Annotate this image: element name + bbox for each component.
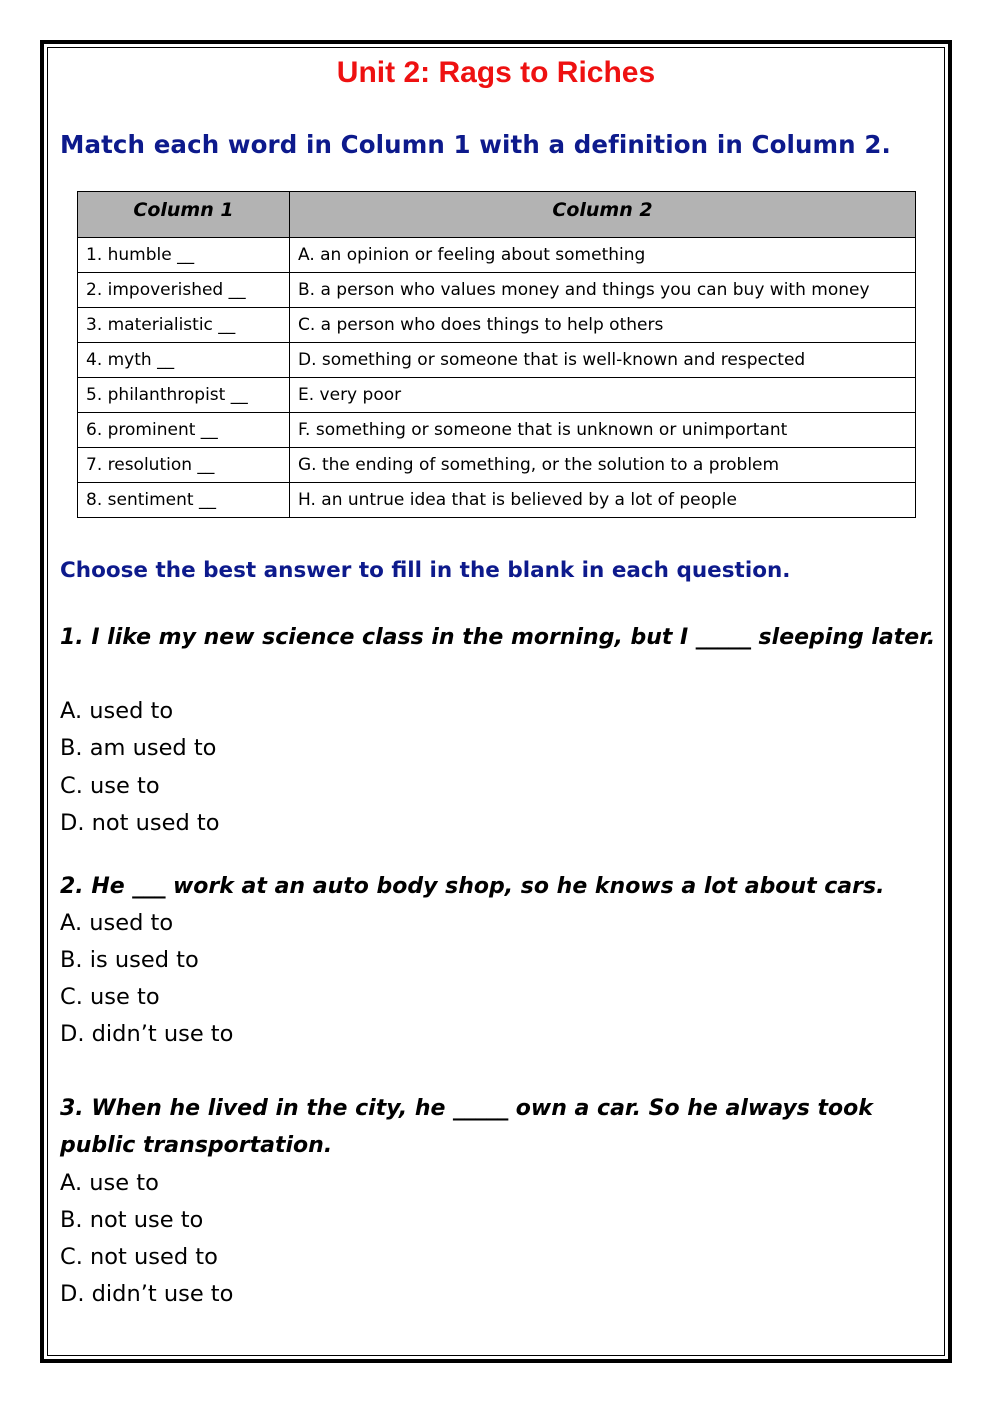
question-3-option-d: D. didn’t use to: [60, 1281, 234, 1307]
definition-cell: H. an untrue idea that is believed by a lot of people: [290, 483, 916, 518]
word-cell: 6. prominent __: [78, 413, 290, 448]
table-row: [78, 238, 916, 273]
column-2-header: Column 2: [290, 192, 916, 238]
definition-cell: F. something or someone that is unknown or unimportant: [290, 413, 916, 448]
table-header-row: [78, 192, 916, 238]
definition-cell: E. very poor: [290, 378, 916, 413]
question-1-option-a: A. used to: [60, 698, 174, 724]
definition-cell: C. a person who does things to help others: [290, 308, 916, 343]
table-row: [78, 343, 916, 378]
definition-cell: B. a person who values money and things you can buy with money: [290, 273, 916, 308]
definition-cell: G. the ending of something, or the solution to a problem: [290, 448, 916, 483]
table-row: [78, 273, 916, 308]
word-cell: 8. sentiment __: [78, 483, 290, 518]
question-2-option-b: B. is used to: [60, 947, 199, 973]
table-row: [78, 483, 916, 518]
word-cell: 2. impoverished __: [78, 273, 290, 308]
word-cell: 5. philanthropist __: [78, 378, 290, 413]
column-1-header: Column 1: [78, 192, 290, 238]
definition-cell: D. something or someone that is well-known and respected: [290, 343, 916, 378]
question-1-option-c: C. use to: [60, 773, 160, 799]
table-row: [78, 378, 916, 413]
word-cell: 3. materialistic __: [78, 308, 290, 343]
question-2-option-d: D. didn’t use to: [60, 1021, 234, 1047]
question-1-option-b: B. am used to: [60, 735, 217, 761]
question-2-option-c: C. use to: [60, 984, 160, 1010]
matching-table: [77, 191, 916, 518]
table-row: [78, 308, 916, 343]
table-row: [78, 448, 916, 483]
question-3-text: 3. When he lived in the city, he _____ own a car. So he always took public transportation.: [60, 1096, 873, 1158]
word-cell: 4. myth __: [78, 343, 290, 378]
question-2-text: 2. He ___ work at an auto body shop, so he knows a lot about cars.: [60, 874, 885, 899]
multiple-choice-instructions: Choose the best answer to fill in the blank in each question.: [60, 558, 791, 583]
question-2-option-a: A. used to: [60, 910, 174, 936]
worksheet-title: Unit 2: Rags to Riches: [336, 56, 656, 89]
question-3-option-a: A. use to: [60, 1170, 159, 1196]
matching-instructions: Match each word in Column 1 with a definition in Column 2.: [60, 130, 891, 159]
question-3-option-c: C. not used to: [60, 1244, 218, 1270]
question-1-option-d: D. not used to: [60, 810, 220, 836]
table-row: [78, 413, 916, 448]
question-3-option-b: B. not use to: [60, 1207, 204, 1233]
word-cell: 1. humble __: [78, 238, 290, 273]
definition-cell: A. an opinion or feeling about something: [290, 238, 916, 273]
word-cell: 7. resolution __: [78, 448, 290, 483]
question-1-text: 1. I like my new science class in the morning, but I _____ sleeping later.: [60, 625, 936, 650]
